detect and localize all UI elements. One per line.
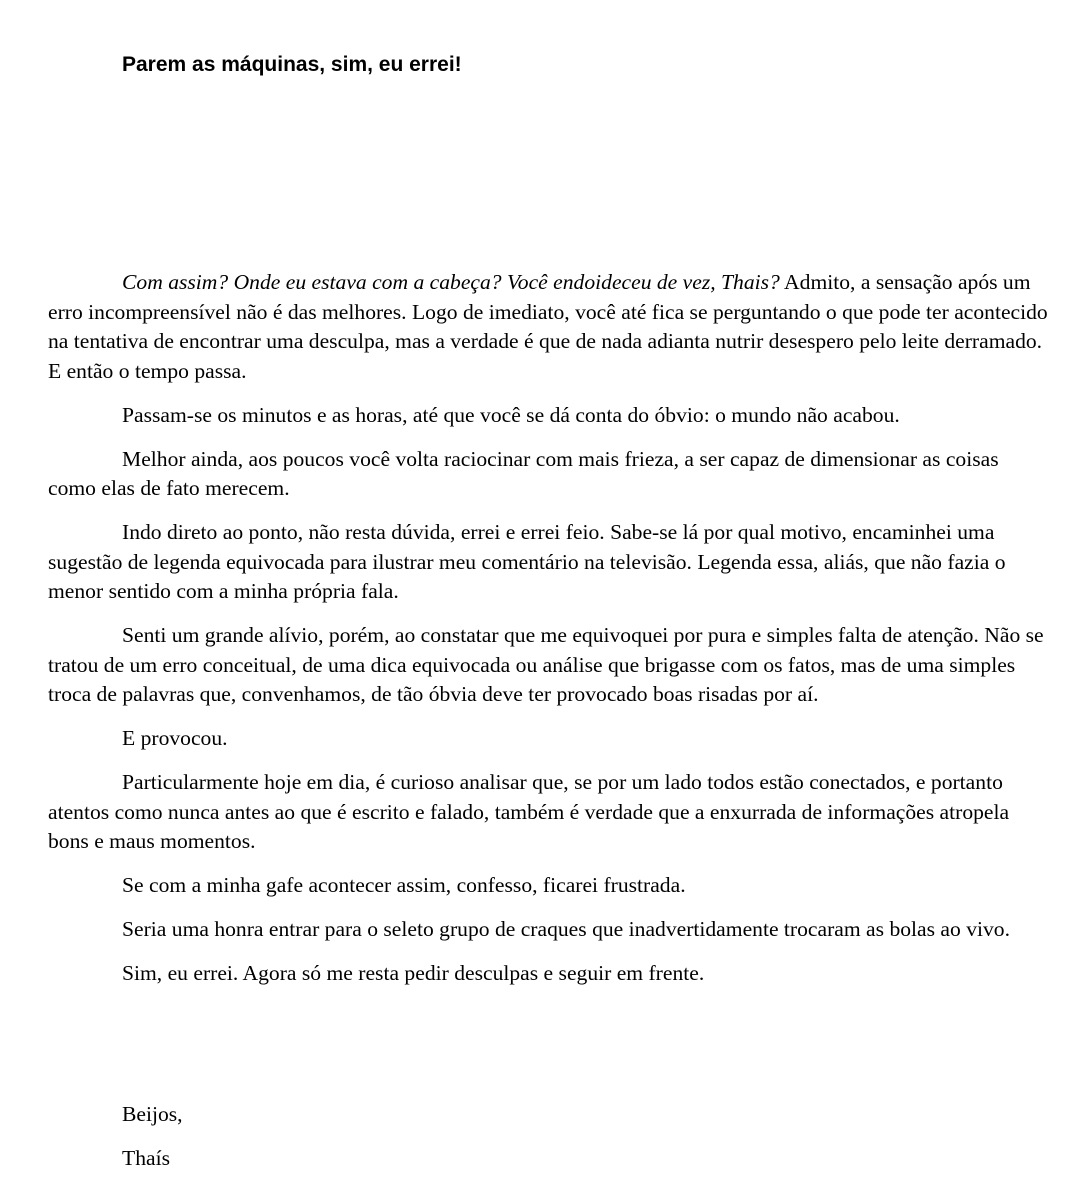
paragraph-2: Passam-se os minutos e as horas, até que você se dá conta do óbvio: o mundo não acabou. (122, 402, 900, 427)
paragraph-10: Sim, eu errei. Agora só me resta pedir desculpas e seguir em frente. (122, 961, 705, 985)
paragraph-9: Seria uma honra entrar para o seleto grupo de craques que inadvertidamente trocaram as bolas ao vivo. (122, 917, 1010, 941)
paragraph-1-text: Admito, a sensação após um erro incompreensível não é das melhores. Logo de imediato, você até fica se perguntando o que pode ter acontecido na tentativa de encontrar uma desculpa, mas a verdade é que de nada adianta nutrir desespero pelo leite derramado. E então o tempo passa. (48, 270, 1048, 383)
paragraph-5: Senti um grande alívio, porém, ao constatar que me equivoquei por pura e simples falta de atenção. Não se tratou de um erro conceitual, de uma dica equivocada ou análise que brigasse com os fatos, mas de uma simples troca de palavras que, convenhamos, de tão óbvia deve ter provocado boas risadas por aí. (48, 623, 1044, 706)
page-title: Parem as máquinas, sim, eu errei! (122, 53, 462, 76)
closing-greeting: Beijos, (122, 1102, 183, 1126)
paragraph-4: Indo direto ao ponto, não resta dúvida, errei e errei feio. Sabe-se lá por qual motivo, encaminhei uma sugestão de legenda equivocada para ilustrar meu comentário na televisão. Legenda essa, aliás, que não fazia o menor sentido com a minha própria fala. (48, 520, 1006, 603)
paragraph-1 (48, 268, 1048, 386)
signature: Thaís (122, 1146, 170, 1170)
paragraph-3: Melhor ainda, aos poucos você volta raciocinar com mais frieza, a ser capaz de dimensionar as coisas como elas de fato merecem. (48, 446, 999, 500)
paragraph-7: Particularmente hoje em dia, é curioso analisar que, se por um lado todos estão conectados, e portanto atentos como nunca antes ao que é escrito e falado, também é verdade que a enxurrada de informações atropela bons e maus momentos. (48, 770, 1010, 853)
letter-body (48, 268, 1048, 1003)
paragraph-8: Se com a minha gafe acontecer assim, confesso, ficarei frustrada. (122, 873, 686, 897)
paragraph-6: E provocou. (122, 726, 228, 750)
paragraph-1-italic-lead: Com assim? Onde eu estava com a cabeça? Você endoideceu de vez, Thais? (122, 270, 780, 294)
